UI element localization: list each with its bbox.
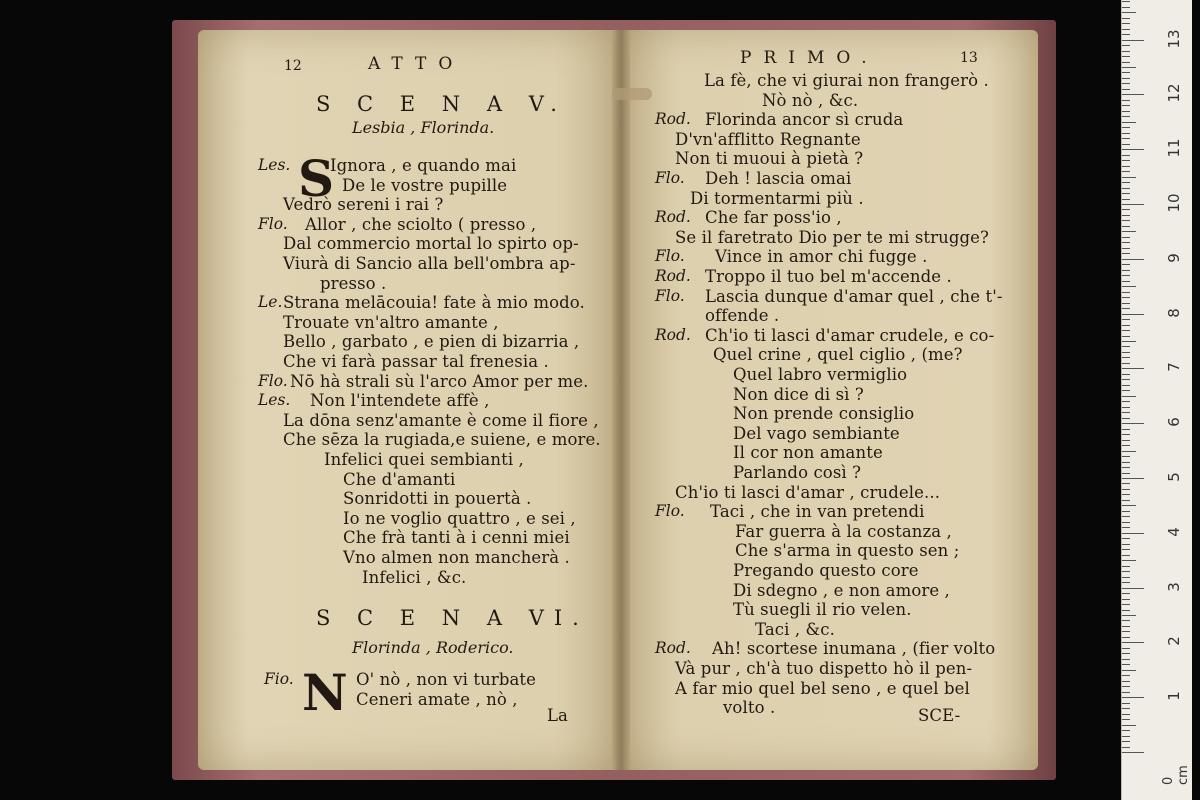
ruler-tick xyxy=(1122,390,1130,391)
ruler-tick xyxy=(1122,368,1144,369)
verse-line: Ch'io ti lasci d'amar crudele, e co- xyxy=(705,325,995,345)
ruler-tick xyxy=(1122,681,1130,682)
ruler-tick xyxy=(1122,215,1130,216)
verse-line: Strana melācouia! fate à mio modo. xyxy=(283,293,585,313)
ruler-tick xyxy=(1122,226,1130,227)
ruler-tick xyxy=(1122,725,1136,726)
ruler-tick xyxy=(1122,544,1130,545)
verse-line: Bello , garbato , e pien di bizarria , xyxy=(283,332,580,352)
speaker-label: Rod. xyxy=(655,110,691,129)
ruler-tick xyxy=(1122,12,1136,13)
verse-line: Quel labro vermiglio xyxy=(733,365,908,384)
ruler-tick xyxy=(1122,89,1130,90)
scene-6-characters: Florinda , Roderico. xyxy=(352,638,514,657)
ruler-number: 4 xyxy=(1165,527,1183,537)
ruler-tick xyxy=(1122,642,1144,643)
ruler-tick xyxy=(1122,670,1136,671)
verse-line: A far mio quel bel seno , e quel bel xyxy=(675,678,970,698)
ruler-tick xyxy=(1122,456,1130,457)
left-running-head: ATTO xyxy=(368,54,465,74)
ruler-tick xyxy=(1122,610,1130,611)
scene-6-title: S C E N A VI. xyxy=(316,606,589,630)
drop-cap-n: N xyxy=(302,663,348,722)
ruler-tick xyxy=(1122,56,1130,57)
verse-line: Allor , che sciolto ( presso , xyxy=(305,214,537,234)
verse-line: Ah! scortese inumana , (fier volto xyxy=(712,639,996,659)
ruler-tick xyxy=(1122,357,1130,358)
ruler-tick xyxy=(1122,122,1136,123)
ruler-tick xyxy=(1122,138,1130,139)
ruler-tick xyxy=(1122,199,1130,200)
ruler-tick xyxy=(1122,275,1130,276)
ruler-tick xyxy=(1122,396,1136,397)
verse-line: Quel crine , quel ciglio , (me? xyxy=(713,345,963,365)
speaker-label: Flo. xyxy=(655,169,685,187)
ruler-tick xyxy=(1122,171,1130,172)
book-gutter xyxy=(612,30,630,770)
verse-line: Ceneri amate , nò , xyxy=(356,690,518,709)
speaker-label: Flo. xyxy=(258,371,288,390)
ruler-tick xyxy=(1122,686,1130,687)
ruler-tick xyxy=(1122,555,1130,556)
ruler-tick xyxy=(1122,144,1130,145)
speaker-label: Fio. xyxy=(264,670,294,688)
binding-thread xyxy=(612,88,652,100)
ruler-tick xyxy=(1122,209,1130,210)
verse-line: Vince in amor chi fugge . xyxy=(715,247,928,267)
ruler-tick xyxy=(1122,423,1144,424)
ruler-tick xyxy=(1122,155,1130,156)
verse-line: Che vi farà passar tal frenesia . xyxy=(283,352,549,371)
ruler-tick xyxy=(1122,116,1130,117)
ruler-tick xyxy=(1122,659,1130,660)
ruler-tick xyxy=(1122,166,1130,167)
ruler-tick xyxy=(1122,193,1130,194)
ruler-tick xyxy=(1122,505,1136,506)
ruler-tick xyxy=(1122,593,1130,594)
ruler-tick xyxy=(1122,264,1130,265)
verse-line: Vno almen non mancherà . xyxy=(343,548,570,567)
verse-line: presso . xyxy=(320,273,387,293)
ruler-tick xyxy=(1122,352,1130,353)
verse-line: Và pur , ch'à tuo dispetto hò il pen- xyxy=(675,659,973,678)
left-page-number: 12 xyxy=(284,58,302,74)
verse-line: Di sdegno , e non amore , xyxy=(733,580,950,600)
verse-line: Ignora , e quando mai xyxy=(330,156,517,175)
ruler-tick xyxy=(1122,648,1130,649)
ruler-tick xyxy=(1122,637,1130,638)
verse-line: Non prende consiglio xyxy=(733,404,915,424)
speaker-label: Flo. xyxy=(655,502,685,521)
ruler-tick xyxy=(1122,7,1130,8)
verse-line: Taci , &c. xyxy=(755,619,835,639)
ruler-tick xyxy=(1122,188,1130,189)
verse-line: Infelici , &c. xyxy=(362,567,467,587)
ruler-unit-label: 0 cm xyxy=(1161,765,1191,785)
ruler-tick xyxy=(1122,483,1130,484)
verse-line: Taci , che in van pretendi xyxy=(710,502,925,522)
verse-line: Ch'io ti lasci d'amar , crudele... xyxy=(675,482,941,502)
verse-line: Lascia dunque d'amar quel , che t'- xyxy=(705,286,1003,306)
ruler-tick xyxy=(1122,500,1130,501)
ruler-tick xyxy=(1122,160,1130,161)
ruler-tick xyxy=(1122,714,1130,715)
ruler-tick xyxy=(1122,111,1130,112)
verse-line: Che frà tanti à i cenni miei xyxy=(343,528,570,548)
verse-line: Io ne voglio quattro , e sei , xyxy=(343,508,576,528)
speaker-label: Rod. xyxy=(655,639,691,658)
ruler-number: 10 xyxy=(1165,193,1183,213)
ruler-tick xyxy=(1122,319,1130,320)
ruler-tick xyxy=(1122,719,1130,720)
ruler-tick xyxy=(1122,242,1130,243)
verse-line: Deh ! lascia omai xyxy=(705,169,852,188)
ruler-tick xyxy=(1122,407,1130,408)
verse-line: Trouate vn'altro amante , xyxy=(283,312,499,332)
ruler-tick xyxy=(1122,467,1130,468)
ruler-tick xyxy=(1122,462,1130,463)
ruler-tick xyxy=(1122,177,1136,178)
verse-line: Che far poss'io , xyxy=(705,208,842,228)
ruler-tick xyxy=(1122,1,1130,2)
verse-line: Infelici quei sembianti , xyxy=(324,450,524,469)
ruler-tick xyxy=(1122,538,1130,539)
speaker-label: Flo. xyxy=(655,286,685,305)
ruler-tick xyxy=(1122,341,1136,342)
ruler-tick xyxy=(1122,703,1130,704)
ruler-tick xyxy=(1122,730,1130,731)
verse-line: Far guerra à la costanza , xyxy=(735,521,952,541)
ruler-tick xyxy=(1122,83,1130,84)
ruler-tick xyxy=(1122,253,1130,254)
ruler-tick xyxy=(1122,451,1136,452)
ruler-tick xyxy=(1122,292,1130,293)
ruler-tick xyxy=(1122,51,1130,52)
speaker-label: Flo. xyxy=(655,247,685,266)
ruler-tick xyxy=(1122,412,1130,413)
verse-line: Pregando questo core xyxy=(733,561,919,580)
left-catchword: La xyxy=(547,706,568,725)
ruler-tick xyxy=(1122,34,1130,35)
ruler-tick xyxy=(1122,23,1130,24)
speaker-label: Le. xyxy=(258,293,283,312)
ruler-tick xyxy=(1122,286,1136,287)
ruler-tick xyxy=(1122,582,1130,583)
ruler-tick xyxy=(1122,149,1144,150)
ruler-tick xyxy=(1122,626,1130,627)
ruler-tick xyxy=(1122,314,1144,315)
ruler-number: 9 xyxy=(1165,253,1183,263)
ruler-number: 3 xyxy=(1165,581,1183,592)
ruler-tick xyxy=(1122,105,1130,106)
ruler-tick xyxy=(1122,549,1130,550)
ruler-tick xyxy=(1122,577,1130,578)
verse-line: Viurà di Sancio alla bell'ombra ap- xyxy=(283,254,576,273)
speaker-label: Flo. xyxy=(258,214,288,233)
ruler-tick xyxy=(1122,330,1130,331)
verse-line: Parlando così ? xyxy=(733,463,862,482)
ruler-tick xyxy=(1122,127,1130,128)
right-page-number: 13 xyxy=(960,50,978,66)
ruler-tick xyxy=(1122,429,1130,430)
ruler-tick xyxy=(1122,346,1130,347)
speaker-label: Rod. xyxy=(655,325,691,344)
verse-line: Nō hà strali sù l'arco Amor per me. xyxy=(290,371,589,391)
ruler-tick xyxy=(1122,385,1130,386)
verse-line: Non dice di sì ? xyxy=(733,384,864,404)
verse-line: offende . xyxy=(705,306,780,326)
ruler-tick xyxy=(1122,374,1130,375)
ruler-tick xyxy=(1122,363,1130,364)
ruler-tick xyxy=(1122,615,1136,616)
ruler-tick xyxy=(1122,418,1130,419)
ruler-tick xyxy=(1122,379,1130,380)
ruler-tick xyxy=(1122,620,1130,621)
ruler-number: 12 xyxy=(1165,83,1183,103)
ruler-tick xyxy=(1122,527,1130,528)
ruler-tick xyxy=(1122,231,1136,232)
ruler-tick xyxy=(1122,741,1130,742)
ruler-number: 11 xyxy=(1165,138,1183,158)
ruler-tick xyxy=(1122,653,1130,654)
ruler-tick xyxy=(1122,571,1130,572)
verse-line: Che s'arma in questo sen ; xyxy=(735,541,960,561)
ruler-tick xyxy=(1122,511,1130,512)
verse-line: Tù suegli il rio velen. xyxy=(733,600,912,620)
verse-line: Non l'intendete affè , xyxy=(310,391,490,411)
ruler-tick xyxy=(1122,72,1130,73)
verse-line: Di tormentarmi più . xyxy=(690,188,864,208)
ruler-tick xyxy=(1122,237,1130,238)
ruler-tick xyxy=(1122,40,1144,41)
verse-line: Che d'amanti xyxy=(343,469,456,489)
ruler-tick xyxy=(1122,588,1144,589)
ruler-tick xyxy=(1122,62,1130,63)
verse-line: De le vostre pupille xyxy=(342,175,508,195)
ruler-tick xyxy=(1122,747,1130,748)
ruler-number: 6 xyxy=(1165,417,1183,427)
ruler-tick xyxy=(1122,45,1130,46)
ruler-tick xyxy=(1122,100,1130,101)
speaker-label: Les. xyxy=(258,391,291,410)
ruler-tick xyxy=(1122,204,1144,205)
scene-5-characters: Lesbia , Florinda. xyxy=(352,118,495,137)
ruler-tick xyxy=(1122,281,1130,282)
right-running-head: PRIMO. xyxy=(740,48,879,68)
ruler-tick xyxy=(1122,478,1144,479)
verse-line: Del vago sembiante xyxy=(733,423,900,443)
ruler-tick xyxy=(1122,248,1130,249)
ruler-number: 1 xyxy=(1165,691,1183,701)
verse-line: Se il faretrato Dio per te mi strugge? xyxy=(675,227,989,247)
ruler-tick xyxy=(1122,445,1130,446)
ruler-tick xyxy=(1122,566,1130,567)
ruler-tick xyxy=(1122,182,1130,183)
ruler-number: 13 xyxy=(1165,29,1183,49)
verse-line: Il cor non amante xyxy=(733,443,883,463)
drop-cap-s: S xyxy=(298,149,335,208)
ruler-tick xyxy=(1122,533,1144,534)
ruler-tick xyxy=(1122,708,1130,709)
ruler-tick xyxy=(1122,434,1130,435)
ruler-tick xyxy=(1122,78,1130,79)
ruler-tick xyxy=(1122,516,1130,517)
ruler-tick xyxy=(1122,692,1130,693)
scene-5-title: S C E N A V. xyxy=(316,92,567,116)
ruler-tick xyxy=(1122,308,1130,309)
verse-line: volto . xyxy=(723,698,776,718)
ruler-tick xyxy=(1122,697,1144,698)
verse-line: Vedrò sereni i rai ? xyxy=(283,195,444,215)
ruler-tick xyxy=(1122,675,1130,676)
ruler-tick xyxy=(1122,599,1130,600)
ruler-tick xyxy=(1122,67,1136,68)
ruler-tick xyxy=(1122,560,1136,561)
ruler-tick xyxy=(1122,297,1130,298)
verse-line: La dōna senz'amante è come il fiore , xyxy=(283,410,599,430)
ruler-tick xyxy=(1122,94,1144,95)
ruler-tick xyxy=(1122,736,1130,737)
speaker-label: Les. xyxy=(258,156,291,174)
ruler-tick xyxy=(1122,325,1130,326)
ruler-tick xyxy=(1122,29,1130,30)
verse-line: Florinda ancor sì cruda xyxy=(705,110,904,130)
verse-line: Sonridotti in pouertà . xyxy=(343,489,532,509)
verse-line: D'vn'afflitto Regnante xyxy=(675,129,861,149)
verse-line: La fè, che vi giurai non frangerò . xyxy=(704,71,989,90)
ruler-tick xyxy=(1122,270,1130,271)
ruler-tick xyxy=(1122,631,1130,632)
ruler-tick xyxy=(1122,401,1130,402)
right-catchword: SCE- xyxy=(918,706,961,725)
verse-line: Troppo il tuo bel m'accende . xyxy=(705,267,952,286)
ruler-tick xyxy=(1122,604,1130,605)
ruler-tick xyxy=(1122,259,1144,260)
ruler-tick xyxy=(1122,752,1144,753)
ruler-tick xyxy=(1122,18,1130,19)
ruler-tick xyxy=(1122,133,1130,134)
ruler-tick xyxy=(1122,494,1130,495)
speaker-label: Rod. xyxy=(655,208,691,227)
ruler-tick xyxy=(1122,522,1130,523)
ruler-tick xyxy=(1122,473,1130,474)
verse-line: Non ti muoui à pietà ? xyxy=(675,149,864,169)
ruler-number: 7 xyxy=(1165,362,1183,373)
speaker-label: Rod. xyxy=(655,267,691,285)
verse-line: O' nò , non vi turbate xyxy=(356,670,537,689)
ruler-tick xyxy=(1122,303,1130,304)
verse-line: Dal commercio mortal lo spirto op- xyxy=(283,234,579,254)
ruler-tick xyxy=(1122,220,1130,221)
ruler-number: 5 xyxy=(1165,472,1183,482)
ruler-tick xyxy=(1122,664,1130,665)
ruler-number: 2 xyxy=(1165,636,1183,647)
ruler-tick xyxy=(1122,336,1130,337)
verse-line: Nò nò , &c. xyxy=(762,90,859,110)
verse-line: Che sēza la rugiada,e suiene, e more. xyxy=(283,430,601,450)
ruler-tick xyxy=(1122,489,1130,490)
ruler-number: 8 xyxy=(1165,307,1183,318)
measurement-ruler xyxy=(1121,0,1192,800)
ruler-tick xyxy=(1122,440,1130,441)
